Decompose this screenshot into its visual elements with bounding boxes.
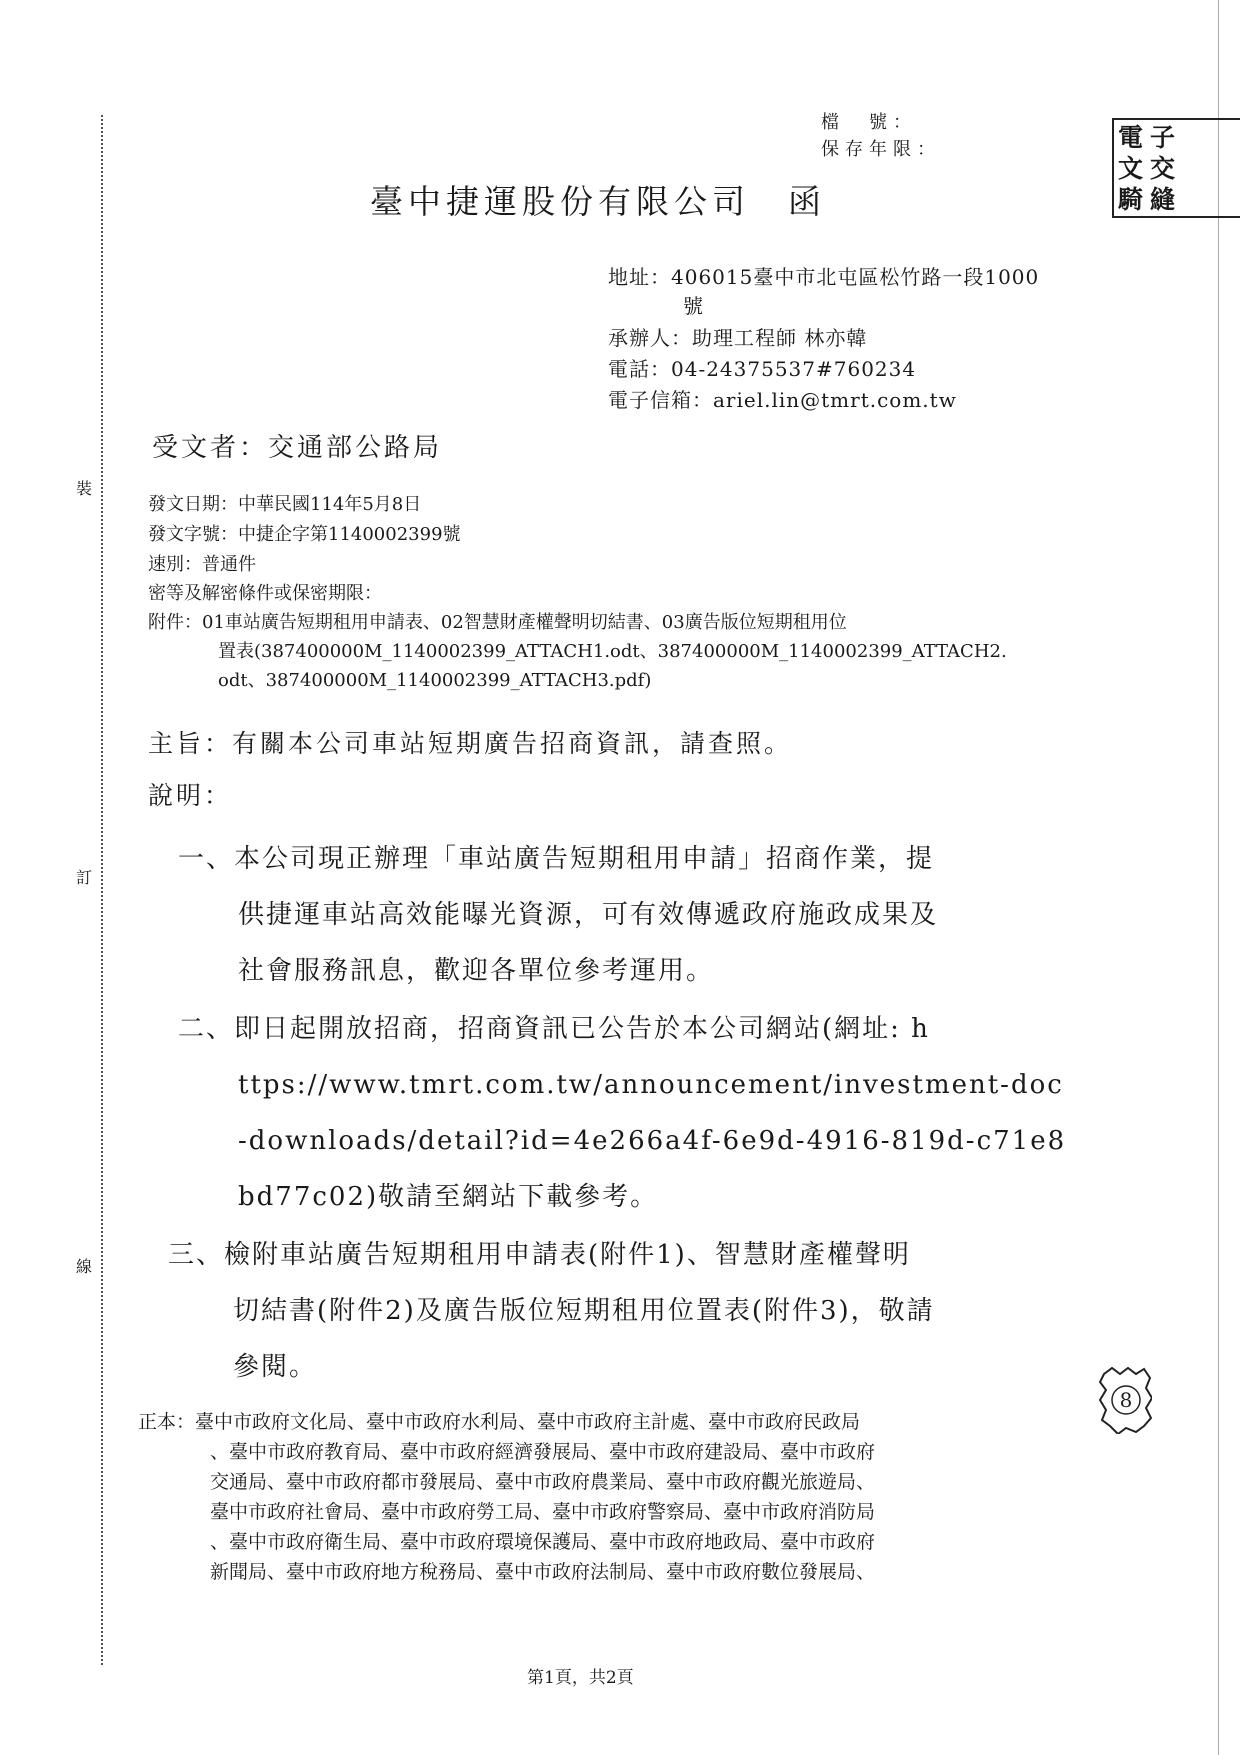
subject: 主旨：有關本公司車站短期廣告招商資訊，請查照。 bbox=[148, 729, 793, 758]
recipient: 受文者：交通部公路局 bbox=[152, 433, 443, 463]
binding-mark-zhuang: 裝 bbox=[76, 474, 92, 501]
stamp-column-2: 子交縫 bbox=[1150, 123, 1176, 214]
item-3-line-3: 參閱。 bbox=[233, 1352, 318, 1382]
retention-period-label: 保存年限： bbox=[821, 139, 941, 160]
file-number-label: 檔 號： bbox=[821, 112, 917, 133]
address-line-1: 地址：406015臺中市北屯區松竹路一段1000 bbox=[608, 265, 1040, 289]
stamp-column-1: 電文騎 bbox=[1118, 123, 1144, 214]
page-number: 第1頁，共2頁 bbox=[527, 1668, 634, 1688]
email: 電子信箱：ariel.lin@tmrt.com.tw bbox=[608, 388, 957, 412]
cc-line-1: 正本：臺中市政府文化局、臺中市政府水利局、臺中市政府主計處、臺中市政府民政局 bbox=[138, 1411, 861, 1433]
item-2-line-2: ttps://www.tmrt.com.tw/announcement/investment-doc bbox=[238, 1070, 1064, 1100]
cc-line-2: 、臺中市政府教育局、臺中市政府經濟發展局、臺中市政府建設局、臺中市政府 bbox=[210, 1441, 876, 1463]
handler: 承辦人：助理工程師 林亦韓 bbox=[608, 326, 868, 350]
attachment-line-3: odt、387400000M_1140002399_ATTACH3.pdf) bbox=[218, 670, 652, 691]
scan-edge-line bbox=[1218, 0, 1219, 1755]
address-line-2: 號 bbox=[683, 294, 704, 318]
confidentiality: 密等及解密條件或保密期限： bbox=[148, 583, 382, 604]
cc-line-3: 交通局、臺中市政府都市發展局、臺中市政府農業局、臺中市政府觀光旅遊局、 bbox=[210, 1471, 876, 1493]
explanation-label: 說明： bbox=[148, 781, 233, 810]
phone: 電話：04-24375537#760234 bbox=[608, 357, 917, 381]
item-2-line-4: bd77c02)敬請至網站下載參考。 bbox=[238, 1182, 659, 1212]
item-3-line-2: 切結書(附件2)及廣告版位短期租用位置表(附件3)，敬請 bbox=[233, 1296, 935, 1326]
electronic-seam-stamp bbox=[1112, 118, 1240, 218]
page-seal-number: 8 bbox=[1119, 1388, 1133, 1412]
binding-mark-xian: 線 bbox=[76, 1252, 92, 1279]
delivery-speed: 速別：普通件 bbox=[148, 554, 256, 575]
item-2-line-1: 二、即日起開放招商，招商資訊已公告於本公司網站(網址: h bbox=[178, 1014, 930, 1044]
attachment-line-1: 附件：01車站廣告短期租用申請表、02智慧財產權聲明切結書、03廣告版位短期租用位 bbox=[148, 612, 847, 633]
item-1-line-3: 社會服務訊息，歡迎各單位參考運用。 bbox=[238, 956, 715, 986]
attachment-line-2: 置表(387400000M_1140002399_ATTACH1.odt、387400000M_1140002399_ATTACH2. bbox=[218, 641, 1007, 662]
page-seam-seal bbox=[1098, 1366, 1152, 1434]
issue-date: 發文日期：中華民國114年5月8日 bbox=[148, 494, 422, 515]
cc-line-6: 新聞局、臺中市政府地方稅務局、臺中市政府法制局、臺中市政府數位發展局、 bbox=[210, 1561, 876, 1583]
cc-line-4: 臺中市政府社會局、臺中市政府勞工局、臺中市政府警察局、臺中市政府消防局 bbox=[210, 1501, 876, 1523]
binding-dotted-line bbox=[101, 115, 103, 1665]
binding-mark-ding: 訂 bbox=[76, 863, 92, 890]
item-2-line-3: -downloads/detail?id=4e266a4f-6e9d-4916-819d-c71e8 bbox=[238, 1126, 1067, 1156]
item-1-line-2: 供捷運車站高效能曝光資源，可有效傳遞政府施政成果及 bbox=[238, 900, 939, 930]
cc-line-5: 、臺中市政府衛生局、臺中市政府環境保護局、臺中市政府地政局、臺中市政府 bbox=[210, 1531, 876, 1553]
item-3-line-1: 三、檢附車站廣告短期租用申請表(附件1)、智慧財產權聲明 bbox=[168, 1240, 911, 1270]
document-title: 臺中捷運股份有限公司 函 bbox=[370, 182, 826, 221]
document-number: 發文字號：中捷企字第1140002399號 bbox=[148, 524, 461, 545]
item-1-line-1: 一、本公司現正辦理「車站廣告短期租用申請」招商作業，提 bbox=[178, 844, 935, 874]
